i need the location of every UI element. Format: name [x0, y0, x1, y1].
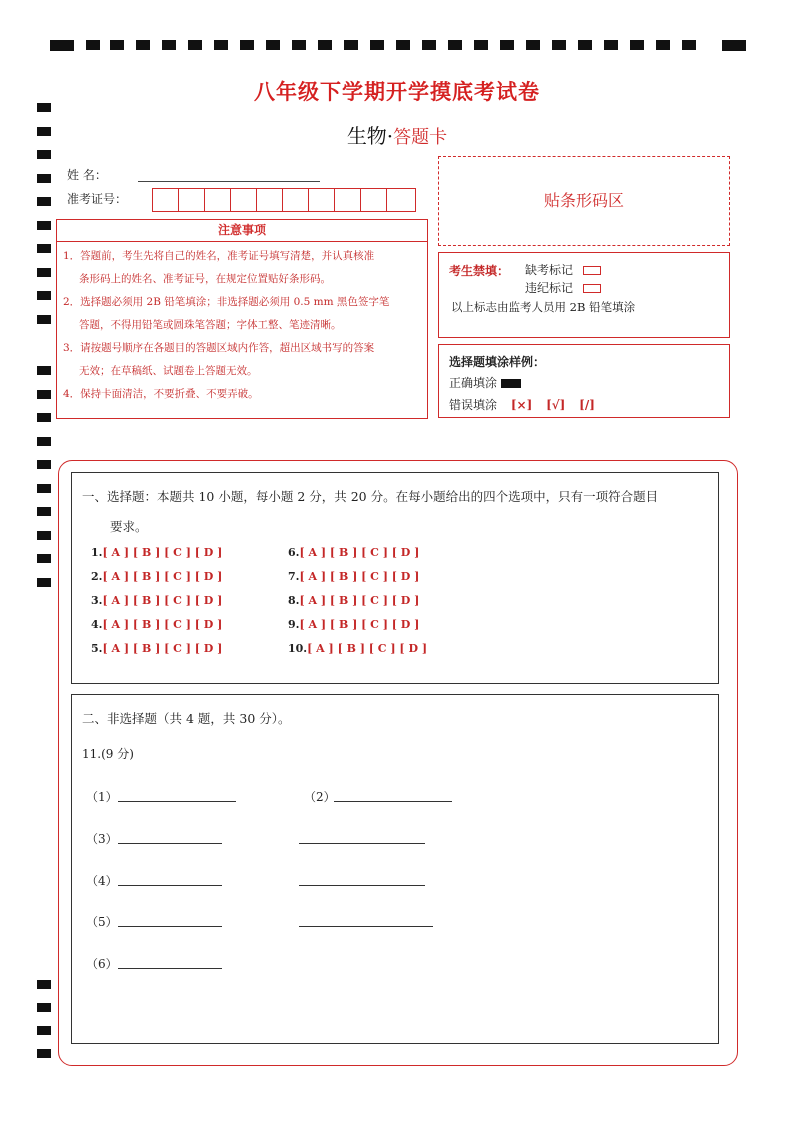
timing-mark	[37, 197, 51, 206]
question-4[interactable]: 4.[ A ] [ B ] [ C ] [ D ]	[91, 618, 223, 631]
options: [ A ] [ B ] [ C ] [ D ]	[299, 546, 420, 559]
question-7[interactable]: 7.[ A ] [ B ] [ C ] [ D ]	[288, 570, 420, 583]
notice-item-4: 4．保持卡面清洁，不要折叠、不要弄破。	[63, 388, 259, 400]
timing-mark	[37, 484, 51, 493]
options: [ A ] [ B ] [ C ] [ D ]	[102, 546, 223, 559]
absent-mark-box[interactable]	[583, 266, 601, 275]
violation-mark-box[interactable]	[583, 284, 601, 293]
sub-question-4-label: （4）	[86, 874, 118, 888]
sub-question-3-label: （3）	[86, 832, 118, 846]
subject-label: 生物·	[346, 124, 394, 148]
timing-mark	[37, 1003, 51, 1012]
section1-box	[71, 472, 719, 684]
page-title: 八年级下学期开学摸底考试卷	[254, 79, 540, 104]
violation-mark-row	[525, 279, 601, 296]
forbidden-box	[438, 252, 730, 338]
name-field[interactable]	[138, 167, 320, 182]
sub-question-1-label: （1）	[86, 790, 118, 804]
question-6[interactable]: 6.[ A ] [ B ] [ C ] [ D ]	[288, 546, 420, 559]
sub-question-5-label: （5）	[86, 915, 118, 929]
filled-mark-icon	[501, 379, 521, 388]
timing-mark	[37, 437, 51, 446]
options: [ A ] [ B ] [ C ] [ D ]	[102, 618, 223, 631]
timing-mark	[37, 221, 51, 230]
options: [ A ] [ B ] [ C ] [ D ]	[102, 642, 223, 655]
notice-item-1b: 条形码上的姓名、准考证号，在规定位置贴好条形码。	[79, 273, 331, 285]
options: [ A ] [ B ] [ C ] [ D ]	[299, 618, 420, 631]
timing-mark	[37, 150, 51, 159]
section1-heading-cont: 要求。	[110, 519, 148, 534]
answer-line-1[interactable]	[118, 801, 236, 802]
notice-item-2b: 答题，不得用铅笔或圆珠笔答题；字体工整、笔迹清晰。	[79, 319, 342, 331]
timing-mark	[37, 1026, 51, 1035]
subtitle	[0, 120, 794, 149]
wrong-mark-check: [√]	[546, 398, 566, 412]
absent-mark-row	[525, 261, 601, 278]
barcode-area	[438, 156, 730, 246]
answer-line-2[interactable]	[334, 801, 452, 802]
question-3[interactable]: 3.[ A ] [ B ] [ C ] [ D ]	[91, 594, 223, 607]
question-10[interactable]: 10.[ A ] [ B ] [ C ] [ D ]	[288, 642, 428, 655]
timing-mark	[37, 291, 51, 300]
notice-item-2: 2．选择题必须用 2B 铅笔填涂；非选择题必须用 0.5 mm 黑色签字笔	[63, 296, 390, 308]
timing-mark	[37, 390, 51, 399]
sub-question-2-label: （2）	[304, 790, 336, 804]
answer-line-5[interactable]	[118, 926, 222, 927]
absent-label: 缺考标记	[525, 263, 574, 277]
notice-box	[56, 241, 428, 419]
answer-line-3[interactable]	[118, 843, 222, 844]
section1-heading: 一、选择题：本题共 10 小题，每小题 2 分，共 20 分。在每小题给出的四个选项中，只有一项符合题目	[82, 489, 659, 504]
correct-fill-row	[449, 374, 521, 391]
timing-mark	[37, 244, 51, 253]
question-11-label: 11.(9 分)	[82, 747, 134, 761]
violation-label: 违纪标记	[525, 281, 574, 295]
fill-example-title: 选择题填涂样例：	[449, 355, 546, 369]
notice-item-1: 1．答题前，考生先将自己的姓名，准考证号填写清楚，并认真核准	[63, 250, 375, 262]
section2-box	[71, 694, 719, 1044]
wrong-mark-x: [×]	[510, 398, 533, 412]
answer-line-4[interactable]	[118, 885, 222, 886]
forbidden-note: 以上标志由监考人员用 2B 铅笔填涂	[451, 300, 636, 314]
name-label: 姓 名：	[67, 168, 107, 182]
wrong-fill-label: 错误填涂	[449, 398, 498, 412]
options: [ A ] [ B ] [ C ] [ D ]	[102, 594, 223, 607]
question-2[interactable]: 2.[ A ] [ B ] [ C ] [ D ]	[91, 570, 223, 583]
barcode-label: 贴条形码区	[543, 191, 624, 210]
wrong-fill-row	[449, 396, 595, 413]
timing-mark	[37, 1049, 51, 1058]
fill-example-box	[438, 344, 730, 418]
notice-item-3b: 无效；在草稿纸、试题卷上答题无效。	[79, 365, 258, 377]
question-1[interactable]: 1.[ A ] [ B ] [ C ] [ D ]	[91, 546, 223, 559]
timing-mark	[37, 578, 51, 587]
timing-mark	[37, 980, 51, 989]
section2-heading: 二、非选择题（共 4 题，共 30 分）。	[82, 711, 291, 726]
sub-question-6-label: （6）	[86, 957, 118, 971]
notice-heading: 注意事项	[56, 219, 428, 242]
answer-line-4b[interactable]	[299, 885, 425, 886]
answer-line-5b[interactable]	[299, 926, 433, 927]
timing-mark	[37, 554, 51, 563]
timing-mark	[37, 507, 51, 516]
question-8[interactable]: 8.[ A ] [ B ] [ C ] [ D ]	[288, 594, 420, 607]
options: [ A ] [ B ] [ C ] [ D ]	[102, 570, 223, 583]
timing-mark	[37, 315, 51, 324]
notice-item-3: 3．请按题号顺序在各题目的答题区域内作答，超出区域书写的答案	[63, 342, 375, 354]
timing-mark	[37, 268, 51, 277]
timing-mark	[37, 413, 51, 422]
correct-fill-label: 正确填涂	[449, 376, 498, 390]
options: [ A ] [ B ] [ C ] [ D ]	[299, 570, 420, 583]
question-5[interactable]: 5.[ A ] [ B ] [ C ] [ D ]	[91, 642, 223, 655]
timing-mark	[37, 366, 51, 375]
timing-mark	[37, 531, 51, 540]
options: [ A ] [ B ] [ C ] [ D ]	[299, 594, 420, 607]
options: [ A ] [ B ] [ C ] [ D ]	[307, 642, 428, 655]
forbidden-label: 考生禁填：	[449, 264, 510, 278]
wrong-mark-slash: [/]	[579, 398, 595, 412]
id-label: 准考证号：	[67, 192, 128, 206]
answer-line-3b[interactable]	[299, 843, 425, 844]
card-type-label: 答题卡	[393, 127, 448, 148]
timing-mark	[37, 460, 51, 469]
timing-mark	[37, 174, 51, 183]
question-9[interactable]: 9.[ A ] [ B ] [ C ] [ D ]	[288, 618, 420, 631]
answer-line-6[interactable]	[118, 968, 222, 969]
